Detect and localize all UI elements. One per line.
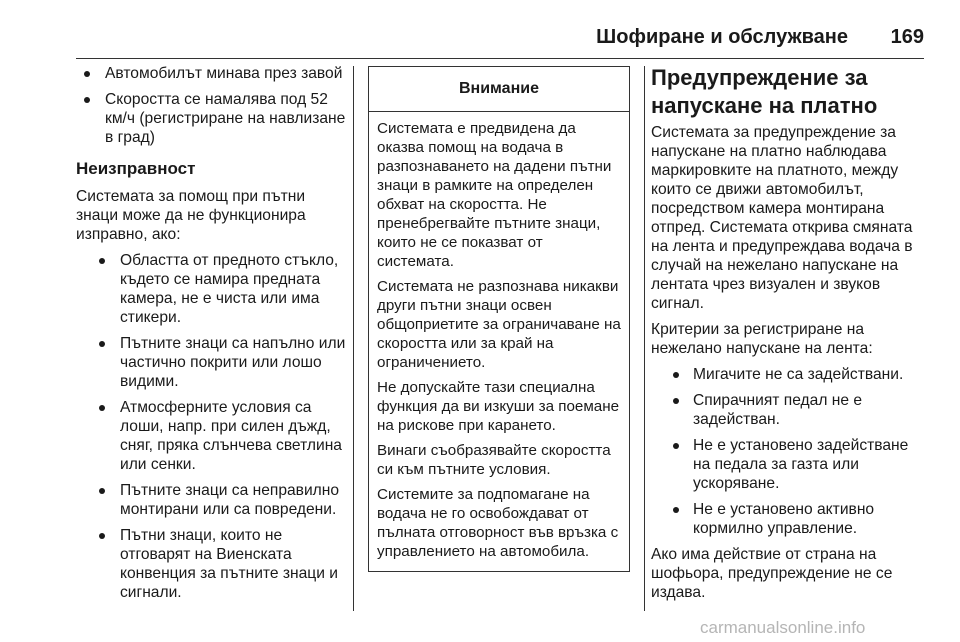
- list-item: Не е установено задействане на педала за газта или ускоряване.: [651, 436, 929, 493]
- warning-paragraph: Винаги съобразявайте скоростта си към пътните условия.: [377, 442, 611, 478]
- warning-body: [369, 112, 629, 561]
- warning-box: [368, 66, 630, 572]
- warning-paragraph: Системите за подпомагане на водача не го освобождават от пълната отговорност във връзка с управлението на автомобила.: [377, 486, 619, 560]
- list-item: Областта от предното стъкло, където се намира предната камера, не е чиста или има стикери.: [76, 251, 346, 327]
- list-item: Скоростта се намалява под 52 км/ч (регистриране на навлизане в град): [76, 90, 346, 147]
- column-left: [76, 64, 346, 609]
- bullet-list-conditions: [76, 251, 346, 602]
- list-item: Не е установено активно кормилно управление.: [651, 500, 929, 538]
- bullet-icon: [84, 71, 90, 77]
- page-number: 169: [890, 26, 924, 48]
- bullet-icon: [99, 488, 105, 494]
- section-heading-malfunction: Неизправност: [76, 159, 196, 178]
- section-intro: Системата за предупреждение за напускане на платно наблюдава маркировките на платното, между които се движи автомобилът, посредством камера монтирана отпред. Системата открива смяната на лента и предупреждава водача в случай на нежелано напускане на лентата чрез визуален и звуков сигнал.: [651, 124, 913, 312]
- list-item: Пътните знаци са неправилно монтирани или са повредени.: [76, 481, 346, 519]
- column-divider-right: [644, 66, 645, 611]
- list-item: Мигачите не са задействани.: [651, 365, 929, 384]
- warning-title: Внимание: [369, 67, 629, 112]
- bullet-list-top: [76, 64, 346, 147]
- warning-paragraph: Системата е предвидена да оказва помощ на водача в разпознаването на дадени пътни знаци в рамките на определен обхват на скоростта. Не пренебрегвайте пътните знаци, които не се показват от системата.: [377, 120, 612, 270]
- column-right: [651, 64, 929, 609]
- bullet-icon: [99, 341, 105, 347]
- list-item: Автомобилът минава през завой: [76, 64, 346, 83]
- bullet-list-criteria: [651, 365, 929, 538]
- bullet-icon: [99, 405, 105, 411]
- list-item: Спирачният педал не е задействан.: [651, 391, 929, 429]
- bullet-icon: [84, 97, 90, 103]
- watermark: carmanualsonline.info: [700, 618, 866, 637]
- column-divider-left: [353, 66, 354, 611]
- warning-paragraph: Системата не разпознава никакви други пътни знаци освен общоприетите за ограничаване на скоростта или за край на ограничението.: [377, 278, 621, 371]
- bullet-icon: [99, 258, 105, 264]
- list-item: Пътните знаци са напълно или частично покрити или лошо видими.: [76, 334, 346, 391]
- bullet-icon: [99, 533, 105, 539]
- criteria-intro: Критерии за регистриране на нежелано напускане на лента:: [651, 321, 873, 357]
- chapter-title: Шофиране и обслужване: [596, 26, 848, 48]
- bullet-icon: [673, 507, 679, 513]
- bullet-icon: [673, 398, 679, 404]
- list-item: Пътни знаци, които не отговарят на Виенската конвенция за пътните знаци и сигнали.: [76, 526, 346, 602]
- section-heading-lane-departure: Предупреждение за напускане на платно: [651, 65, 878, 118]
- bullet-icon: [673, 372, 679, 378]
- list-item: Атмосферните условия са лоши, напр. при силен дъжд, сняг, пряка слънчева светлина или сенки.: [76, 398, 346, 474]
- section-intro: Системата за помощ при пътни знаци може да не функционира изправно, ако:: [76, 188, 306, 243]
- bullet-icon: [673, 443, 679, 449]
- warning-paragraph: Не допускайте тази специална функция да ви изкуши за поемане на рискове при карането.: [377, 379, 620, 434]
- header-divider: [76, 58, 924, 59]
- page-header: [0, 0, 960, 54]
- closing-paragraph: Ако има действие от страна на шофьора, предупреждение не се издава.: [651, 546, 893, 601]
